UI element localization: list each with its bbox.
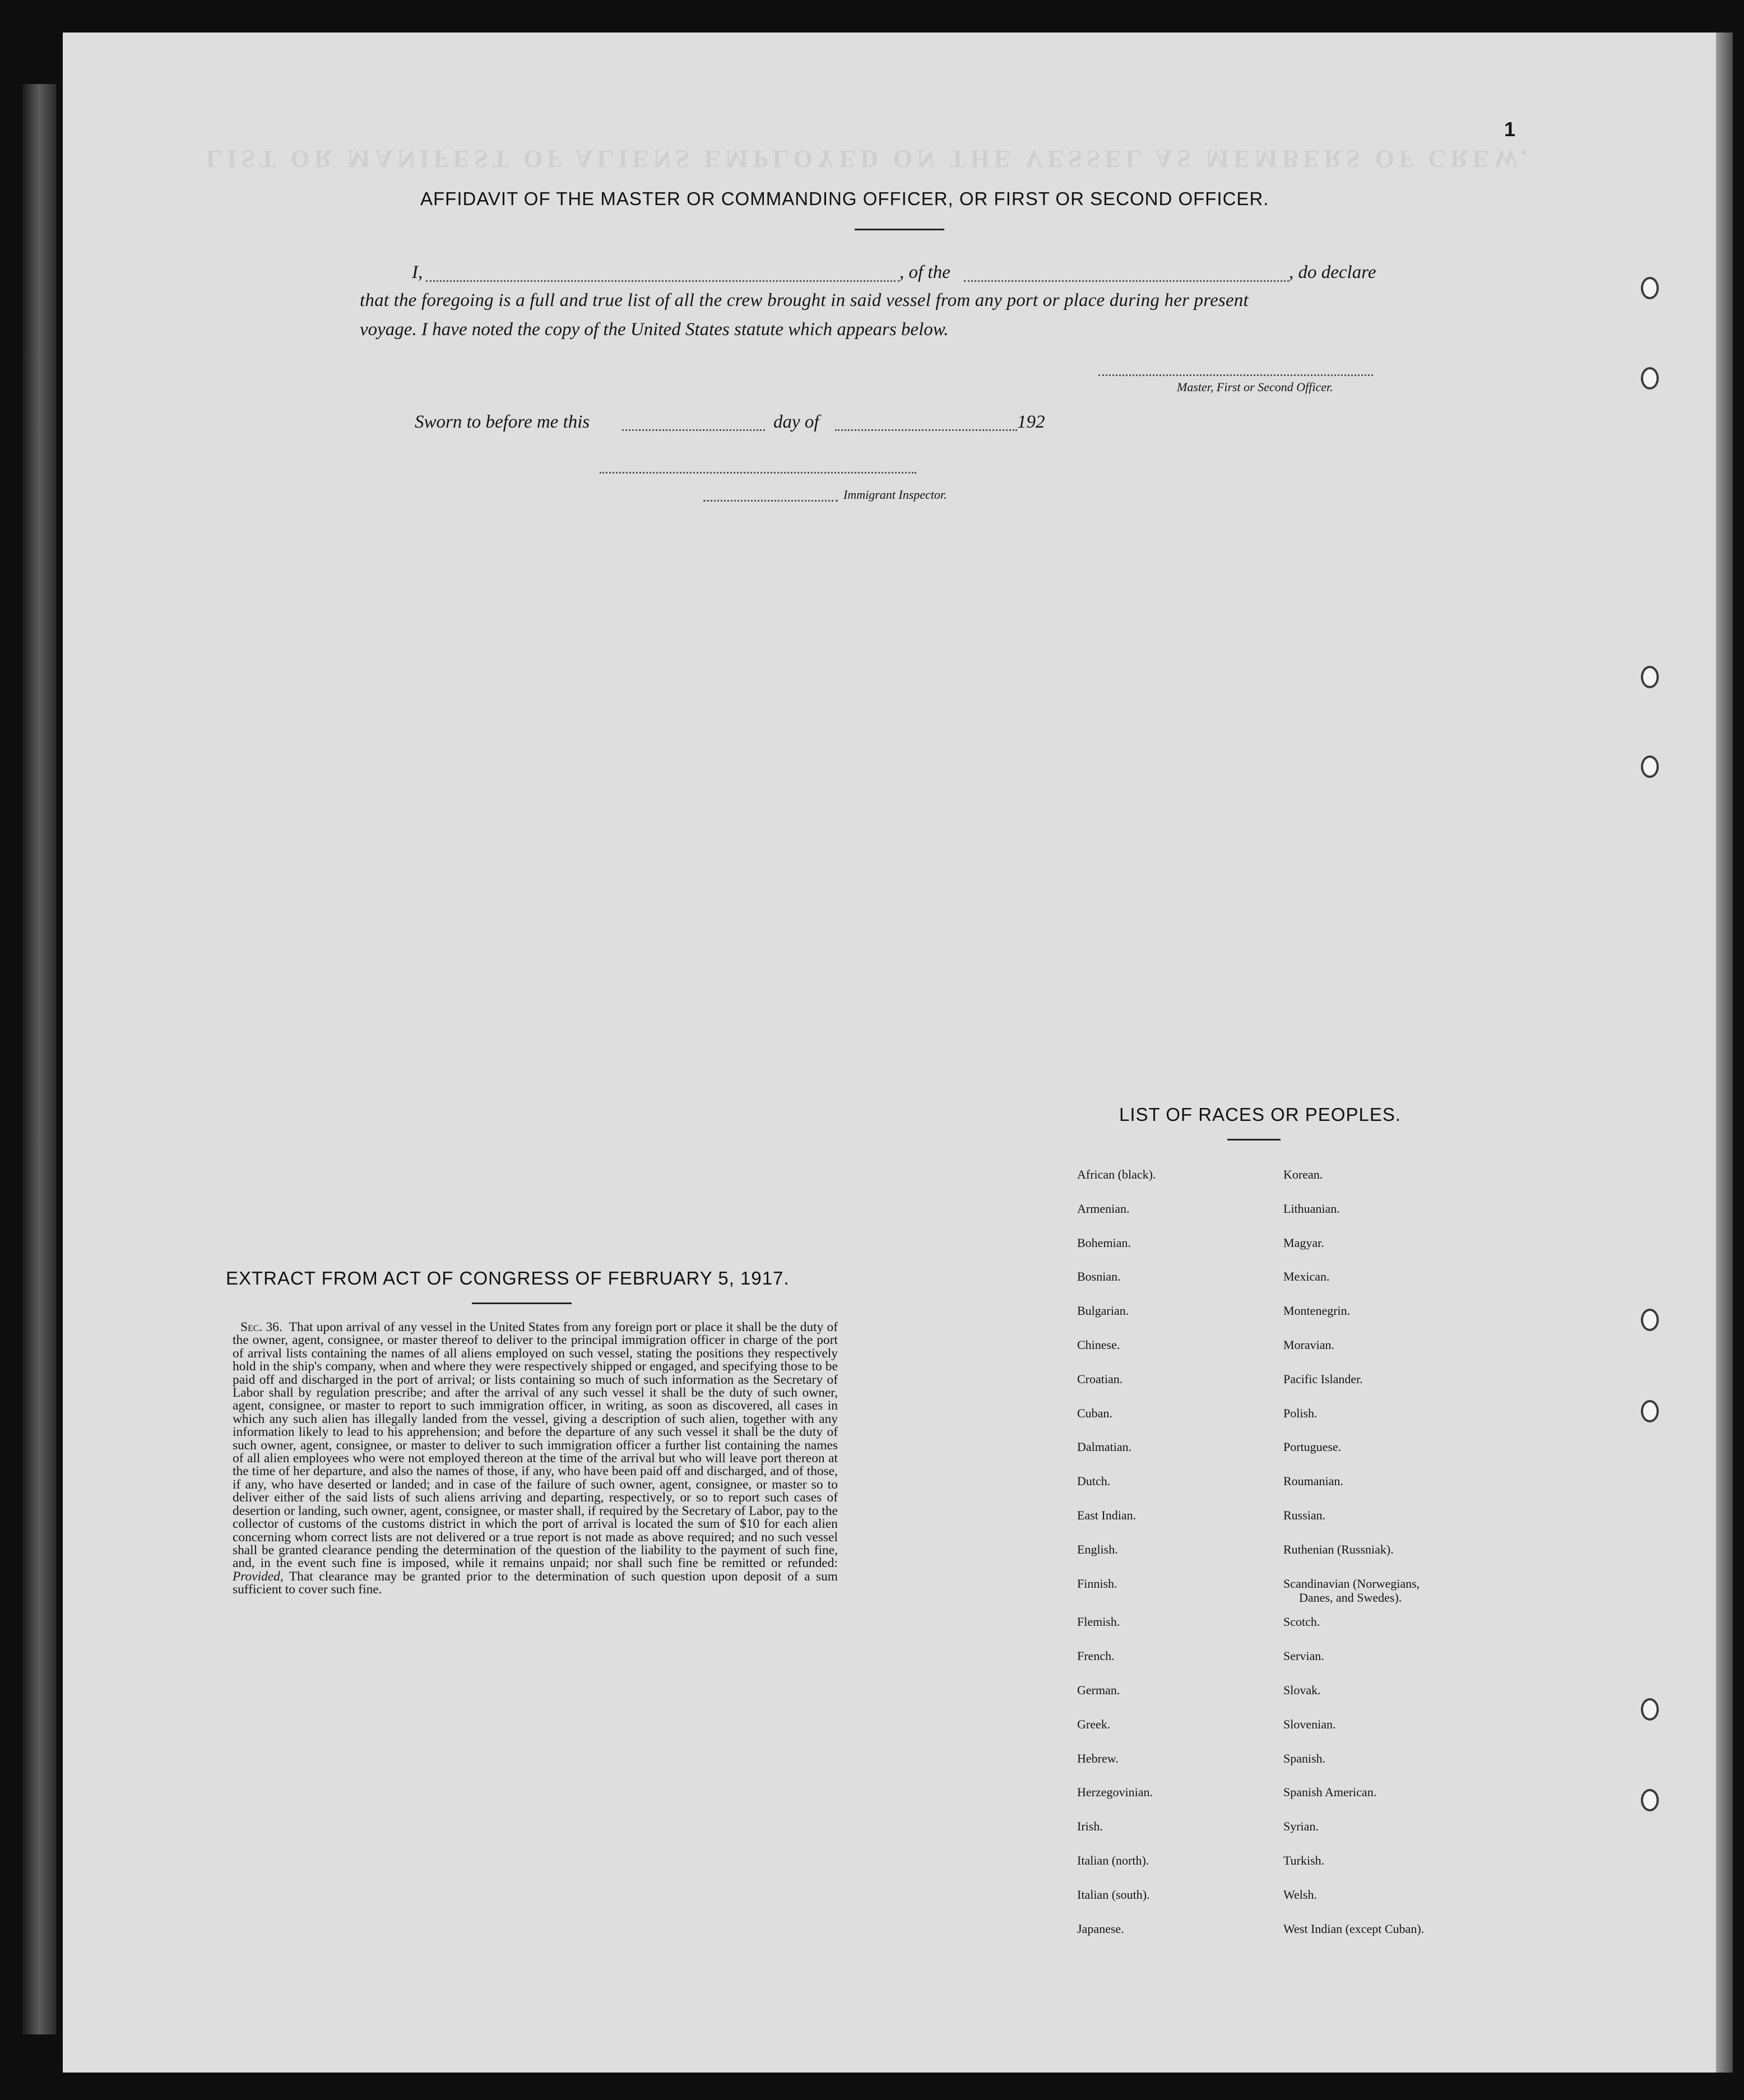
race-item: Bosnian. (1077, 1269, 1121, 1284)
race-item: Slovak. (1283, 1683, 1321, 1697)
sworn-day-blank (622, 429, 765, 431)
sworn-month-blank (835, 429, 1017, 431)
race-item: Japanese. (1077, 1921, 1124, 1936)
race-item: German. (1077, 1683, 1120, 1697)
affidavit-line3: voyage. I have noted the copy of the United States statute which appears below. (360, 319, 949, 340)
inspector-caption: Immigrant Inspector. (843, 488, 947, 502)
race-item: Mexican. (1283, 1269, 1330, 1284)
race-item: Spanish. (1283, 1751, 1326, 1765)
binder-hole-icon (1641, 1400, 1659, 1422)
affidavit-line2: that the foregoing is a full and true list of all the crew brought in said vessel from any port or place during her present (360, 290, 1249, 310)
race-item: West Indian (except Cuban). (1283, 1921, 1425, 1936)
binder-hole-icon (1641, 1698, 1659, 1721)
race-item: Hebrew. (1077, 1751, 1119, 1765)
officer-caption: Master, First or Second Officer. (1177, 380, 1333, 394)
race-item: Servian. (1283, 1649, 1324, 1663)
race-item: East Indian. (1077, 1508, 1137, 1522)
race-item: Bulgarian. (1077, 1304, 1129, 1318)
race-item: Croatian. (1077, 1371, 1123, 1386)
race-item: African (black). (1077, 1167, 1156, 1181)
affidavit-line1-end: , do declare (1289, 262, 1376, 282)
race-item: Welsh. (1283, 1887, 1317, 1902)
race-item: Ruthenian (Russniak). (1283, 1542, 1394, 1556)
sworn-day-of: day of (773, 412, 819, 432)
race-item: Lithuanian. (1283, 1201, 1340, 1216)
statute-tail: That clearance may be granted prior to the determination of such question upon deposit of a sum sufficient to cover such fine. (233, 1569, 838, 1597)
extract-title-rule (472, 1302, 572, 1304)
race-item: Irish. (1077, 1819, 1103, 1834)
inspector-signature-line (600, 472, 916, 474)
statute-text (233, 1321, 838, 1597)
race-item: Polish. (1283, 1406, 1318, 1420)
name-blank (426, 280, 899, 282)
race-item: Scotch. (1283, 1615, 1320, 1629)
race-item: Portuguese. (1283, 1440, 1342, 1454)
statute-body: That upon arrival of any vessel in the United States from any foreign port or place it shall be the duty of the owner, agent, consignee, or master thereof to deliver to the principal immigration officer in charge of the port of arrival lists containing the names of all aliens employed on such vessel, stating the positions they respectively hold in the ship's company, when and where they were respectively shipped or engaged, and specifying those to be paid off and discharged in the port of arrival; or lists containing so much of such information as the Secretary of Labor shall by regulation prescribe; and after the arrival of any such vessel it shall be the duty of such owner, agent, consignee, or master to report to such immigration officer, in writing, as soon as discovered, all cases in which any such alien has illegally landed from the vessel, giving a description of such alien, together with any information likely to lead to his apprehension; and before the departure of any such vessel it shall be the duty of such owner, agent, consignee, or master to deliver to such immigration officer a further list containing the names of all alien employees who were not employed thereon at the time of the arrival but who will leave port thereon at the time of her departure, and also the names of those, if any, who have been paid off and discharged, and of those, if any, who have deserted or landed; and in case of the failure of such owner, agent, consignee, or master so to deliver either of the said lists of such aliens arriving and departing, respectively, or so to report such cases of desertion or landing, such owner, agent, consignee, or master shall, if required by the Secretary of Labor, pay to the collector of customs of the customs district in which the port of arrival is located the sum of $10 for each alien concerning whom correct lists are not delivered or a true report is not made as above required; and no such vessel shall be granted clearance pending the determination of the question of the liability to the payment of such fine, and, in the event such fine is imposed, while it remains unpaid; nor shall such fine be remitted or refunded: (233, 1320, 838, 1571)
affidavit-title-rule (855, 229, 944, 230)
race-item: Italian (north). (1077, 1853, 1149, 1867)
vessel-blank (964, 280, 1289, 282)
race-item: Herzegovinian. (1077, 1785, 1153, 1800)
section-number: Sec. 36. (240, 1320, 282, 1334)
race-item: Syrian. (1283, 1819, 1319, 1834)
race-item: Russian. (1283, 1508, 1326, 1522)
race-item: Dutch. (1077, 1474, 1111, 1489)
binder-hole-icon (1641, 367, 1659, 390)
race-item: English. (1077, 1542, 1118, 1556)
binder-hole-icon (1641, 755, 1659, 778)
race-item: Cuban. (1077, 1406, 1112, 1420)
race-item: Bohemian. (1077, 1235, 1131, 1250)
race-item: Flemish. (1077, 1615, 1120, 1629)
binder-hole-icon (1641, 666, 1659, 688)
affidavit-line1-start: I, (412, 262, 423, 282)
race-item: Dalmatian. (1077, 1440, 1132, 1454)
race-item: Magyar. (1283, 1235, 1324, 1250)
race-item: Chinese. (1077, 1338, 1120, 1352)
extract-title: EXTRACT FROM ACT OF CONGRESS OF FEBRUARY 5, 1917. (226, 1268, 790, 1288)
race-item: Italian (south). (1077, 1887, 1150, 1902)
race-item: French. (1077, 1649, 1115, 1663)
race-item: Turkish. (1283, 1853, 1325, 1867)
race-item: Finnish. (1077, 1576, 1117, 1591)
race-item: Scandinavian (Norwegians, (1283, 1576, 1420, 1591)
race-item: Armenian. (1077, 1201, 1130, 1216)
race-item: Spanish American. (1283, 1785, 1377, 1800)
affidavit-line1-mid: , of the (899, 262, 950, 282)
provided-word: Provided, (233, 1569, 284, 1584)
officer-signature-line (1098, 374, 1373, 376)
race-item: Pacific Islander. (1283, 1371, 1363, 1386)
races-title: LIST OF RACES OR PEOPLES. (1119, 1104, 1402, 1125)
race-item: Korean. (1283, 1167, 1323, 1181)
binder-hole-icon (1641, 277, 1659, 299)
race-item: Slovenian. (1283, 1717, 1336, 1731)
scan-right-edge (1716, 33, 1733, 2073)
races-title-rule (1227, 1139, 1281, 1141)
race-item: Greek. (1077, 1717, 1111, 1731)
race-item: Moravian. (1283, 1338, 1335, 1352)
race-continuation: Danes, and Swedes). (1299, 1591, 1402, 1605)
page-mark: 1 (1504, 118, 1516, 141)
affidavit-title: AFFIDAVIT OF THE MASTER OR COMMANDING OFFICER, OR FIRST OR SECOND OFFICER. (420, 188, 1269, 209)
scan-left-edge (22, 84, 56, 2034)
race-item: Montenegrin. (1283, 1304, 1351, 1318)
binder-hole-icon (1641, 1789, 1659, 1811)
sworn-year: 192 (1017, 412, 1045, 432)
race-item: Roumanian. (1283, 1474, 1343, 1489)
sworn-text: Sworn to before me this (415, 412, 590, 432)
bleed-through-header: LIST OR MANIFEST OF ALIENS EMPLOYED ON THE VESSEL AS MEMBERS OF CREW. (206, 145, 1532, 173)
binder-hole-icon (1641, 1309, 1659, 1331)
inspector-short-line (703, 500, 838, 502)
